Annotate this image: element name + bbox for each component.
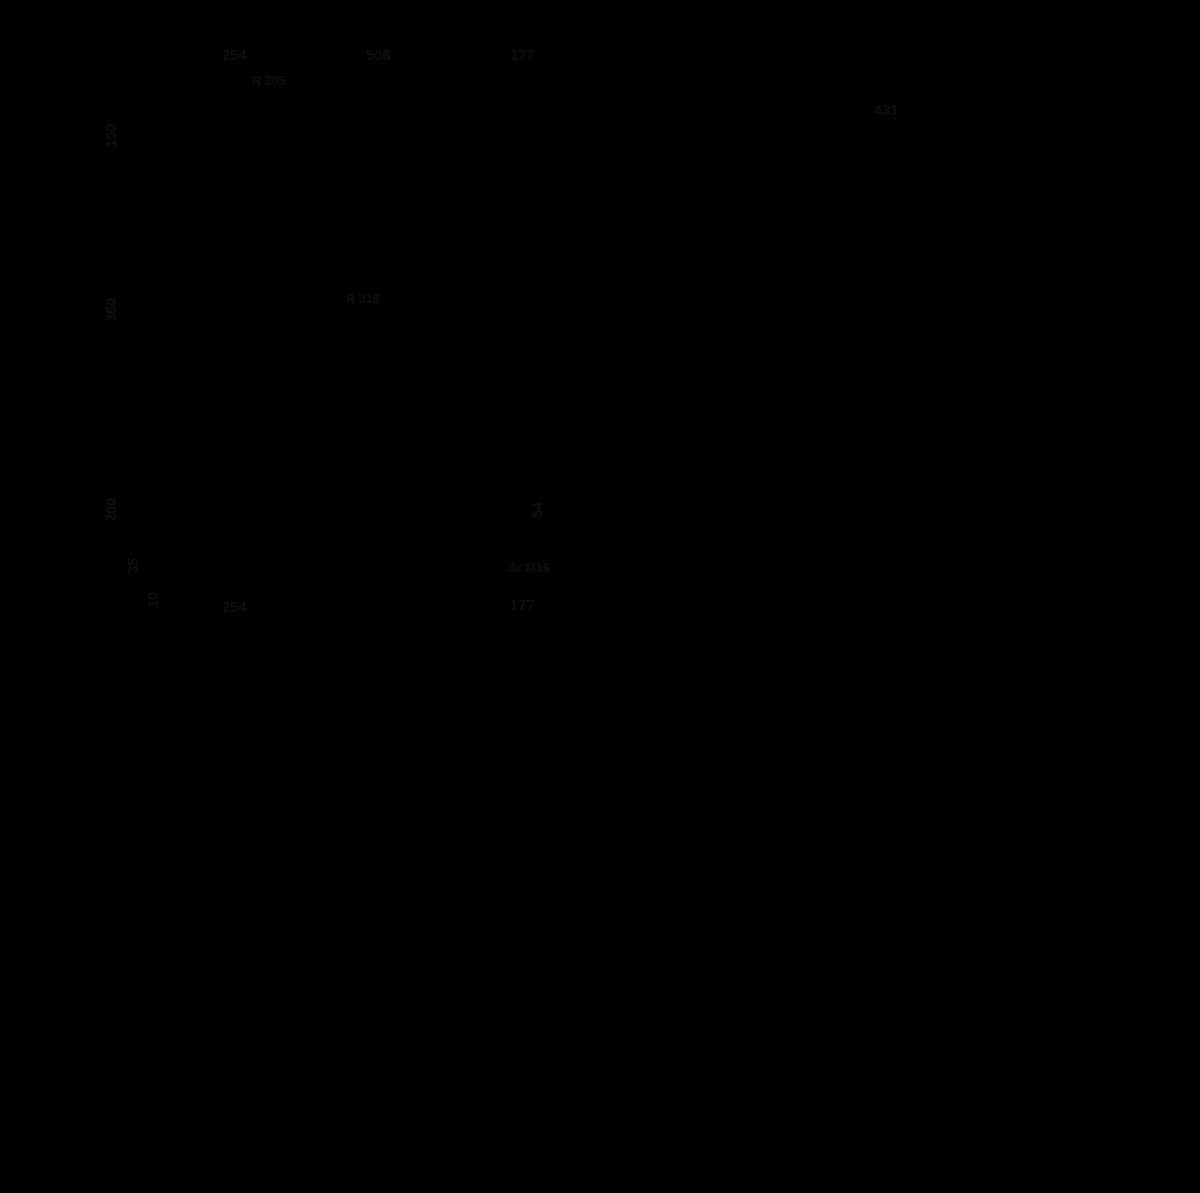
measure-35-left: 35: [125, 557, 142, 574]
measure-54-mid: 54: [529, 501, 546, 518]
measure-254-bottom: 254: [222, 599, 247, 616]
measure-177-top: 177: [510, 47, 535, 64]
measure-r305-top: R 305: [252, 73, 286, 88]
measure-508-top: 508: [366, 47, 391, 64]
measure-431-right: 431: [874, 102, 899, 119]
measure-3-holes: 3x M16: [508, 560, 550, 575]
measure-360-left: 360: [103, 297, 120, 322]
measure-r318-middle: R 318: [346, 291, 380, 306]
measure-200-left: 200: [103, 497, 120, 522]
measure-150-left: 150: [103, 123, 120, 148]
measure-177-bottom: 177: [510, 597, 535, 614]
measure-10-left: 10: [145, 591, 162, 608]
measure-254-top: 254: [222, 47, 247, 64]
